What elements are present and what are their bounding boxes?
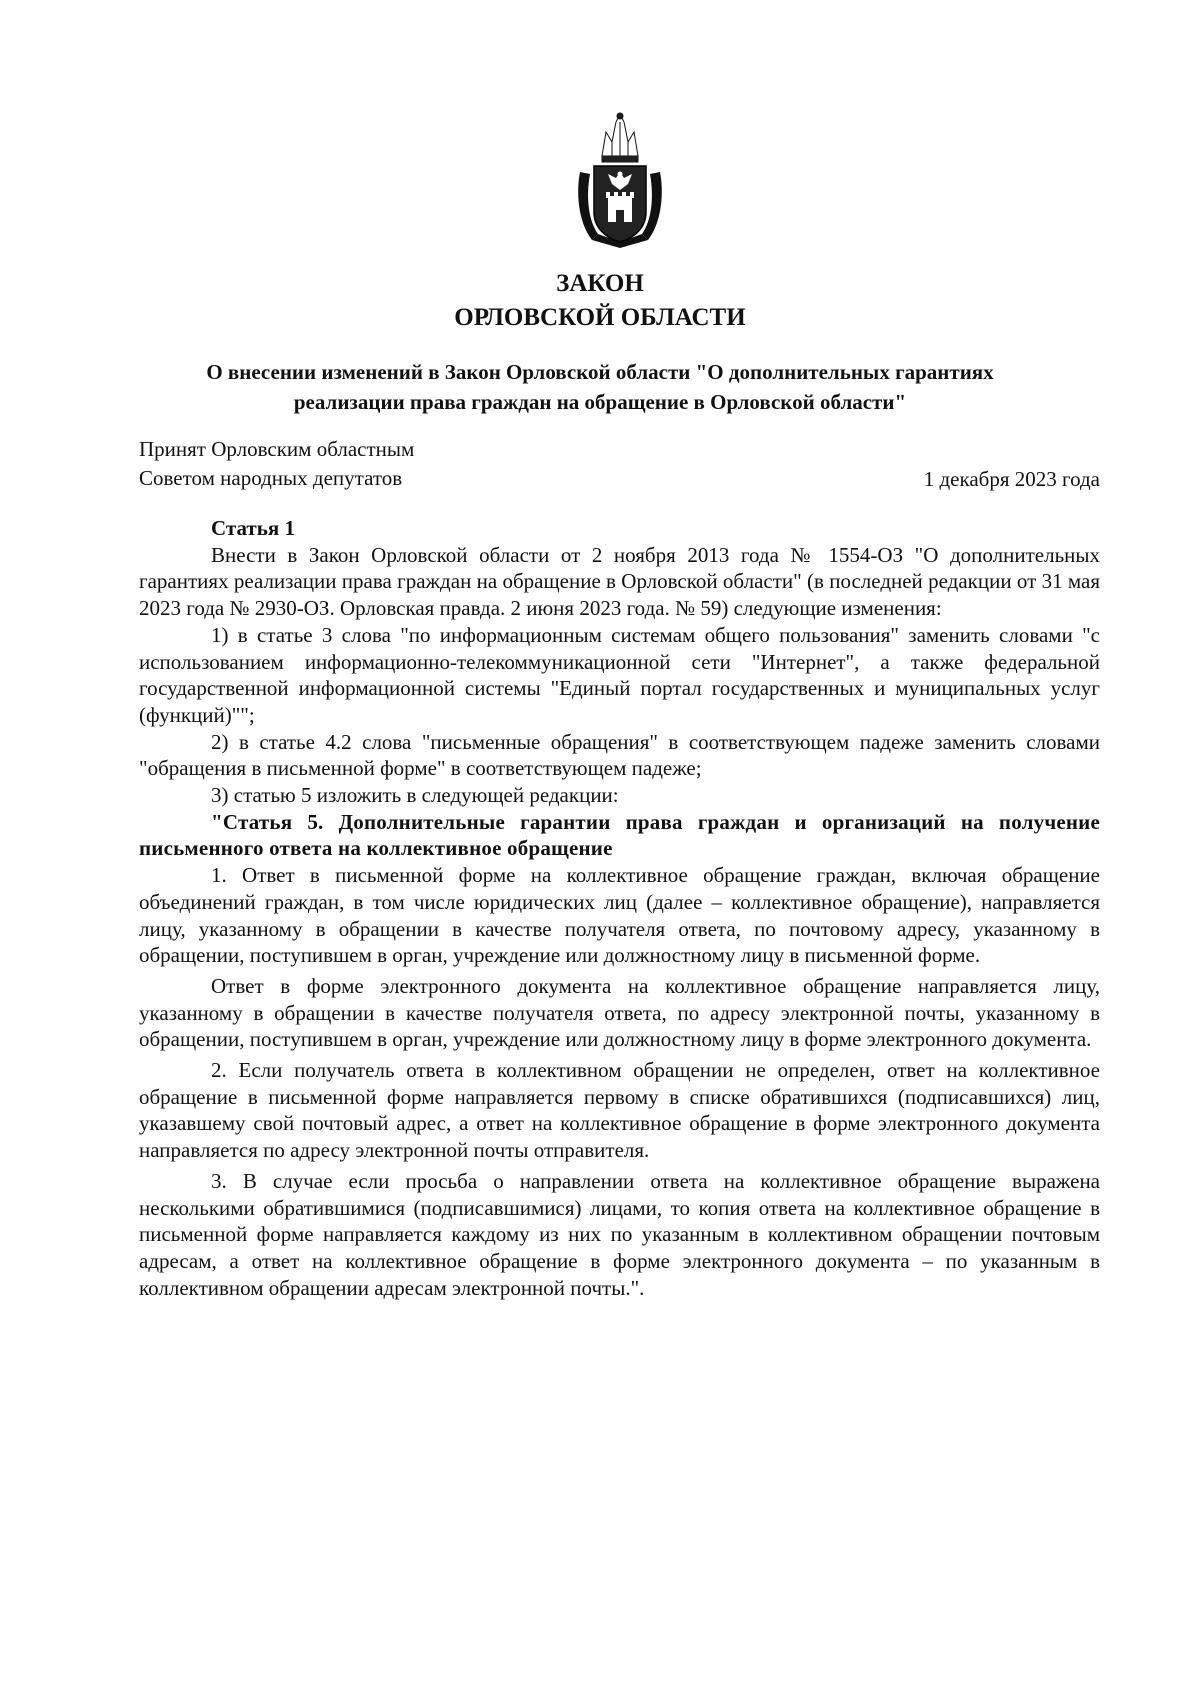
article-heading: Статья 1 xyxy=(211,516,295,540)
article-body xyxy=(139,515,1100,1301)
law-subtitle: О внесении изменений в Закон Орловской области "О дополнительных гарантиях реализации права граждан на обращение в Орловской области" xyxy=(206,360,994,414)
article-5-paragraph-1: 1. Ответ в письменной форме на коллективное обращение граждан, включая обращение объединений граждан, в том числе юридических лиц (далее – коллективное обращение), направляется лицу, указанному в обращении в качестве получателя ответа, по почтовому адресу, указанному в обращении, поступившем в орган, учреждение или должностному лицу в письменной форме. xyxy=(139,863,1100,968)
coat-of-arms-icon xyxy=(572,112,668,250)
article-intro: Внести в Закон Орловской области от 2 ноября 2013 года № 1554-ОЗ "О дополнительных гарантиях реализации права граждан на обращение в Орловской области" (в последней редакции от 31 мая 2023 года № 2930-ОЗ. Орловская правда. 2 июня 2023 года. № 59) следующие изменения: xyxy=(139,542,1100,621)
article-5-paragraph-2: Ответ в форме электронного документа на коллективное обращение направляется лицу, указанному в обращении в качестве получателя ответа, по адресу электронной почты, указанному в обращении, поступившем в орган, учреждение или должностному лицу в форме электронного документа. xyxy=(139,973,1100,1052)
adoption-line-1: Принят Орловским областным xyxy=(139,437,415,461)
amendment-item-2: 2) в статье 4.2 слова "письменные обращения" в соответствующем падеже заменить словами "обращения в письменной форме" в соответствующем падеже; xyxy=(139,729,1100,781)
adoption-line-2: Советом народных депутатов xyxy=(139,466,403,490)
law-title: ЗАКОН xyxy=(556,270,644,297)
amendment-item-3: 3) статью 5 изложить в следующей редакции: xyxy=(211,783,619,808)
adoption-date: 1 декабря 2023 года xyxy=(923,467,1100,491)
law-region: ОРЛОВСКОЙ ОБЛАСТИ xyxy=(454,304,746,331)
article-5-paragraph-3: 2. Если получатель ответа в коллективном обращении не определен, ответ на коллективное обращение в письменной форме направляется первому в списке обратившихся (подписавшихся) лиц, указавшему свой почтовый адрес, а ответ на коллективное обращение в форме электронного документа направляется по адресу электронной почты отправителя. xyxy=(139,1058,1100,1163)
adoption-block xyxy=(139,435,414,493)
amendment-item-1: 1) в статье 3 слова "по информационным системам общего пользования" заменить словами "с использованием информационно-телекоммуникационной сети "Интернет", а также федеральной государственной информационной системы "Единый портал государственных и муниципальных услуг (функций)""; xyxy=(139,622,1100,727)
article-5-paragraph-4: 3. В случае если просьба о направлении ответа на коллективное обращение выражена несколькими обратившимися (подписавшимися) лицами, то копия ответа на коллективное обращение в письменной форме направляется каждому из них по указанным в коллективном обращении почтовым адресам, а ответ на коллективное обращение в форме электронного документа – по указанным в коллективном обращении адресам электронной почты.". xyxy=(139,1168,1100,1300)
article-5-heading: "Статья 5. Дополнительные гарантии права граждан и организаций на получение письменного ответа на коллективное обращение xyxy=(139,809,1100,861)
